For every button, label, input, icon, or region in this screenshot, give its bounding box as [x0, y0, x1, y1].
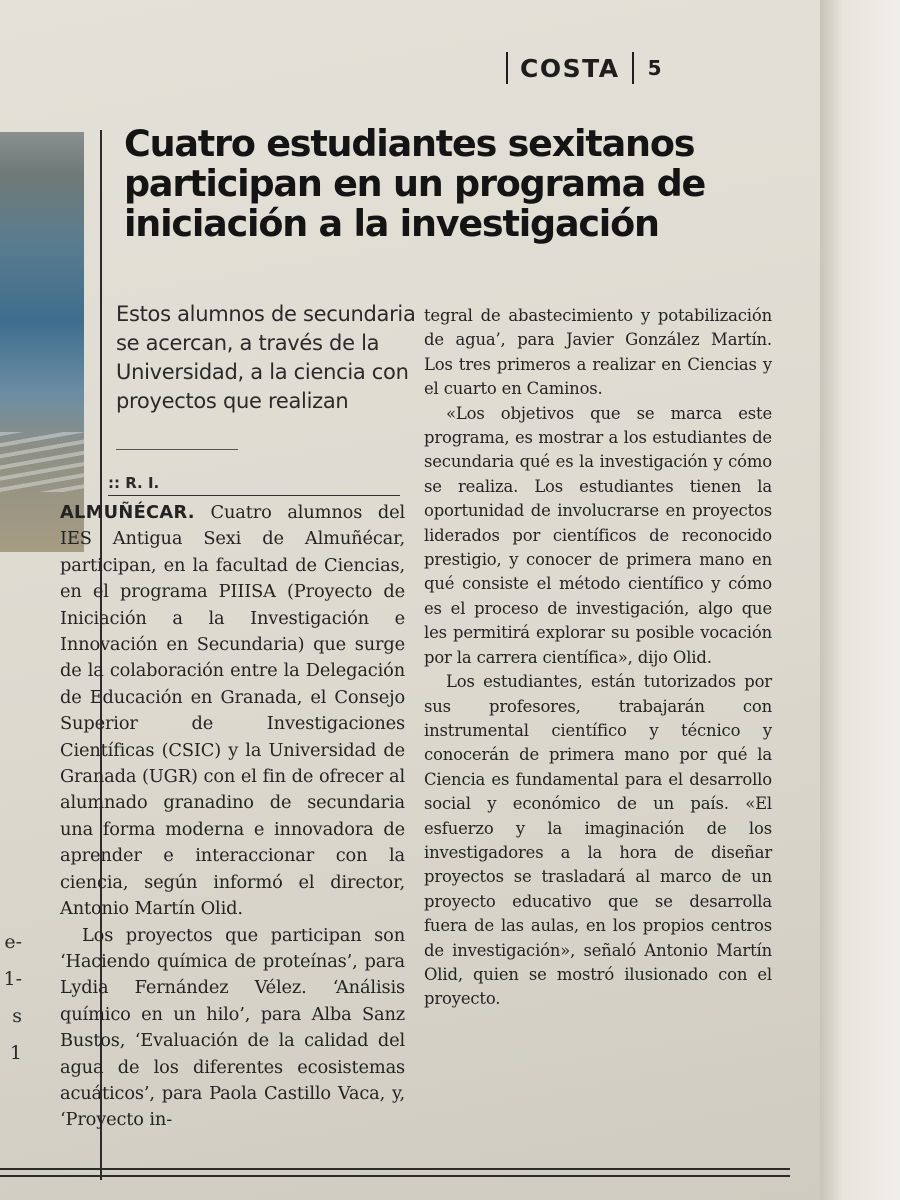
section-name: COSTA [520, 53, 620, 83]
dateline: ALMUÑÉCAR. [60, 502, 195, 523]
section-bar [506, 52, 508, 84]
body-column-right [424, 304, 772, 1012]
subheadline-rule [116, 449, 238, 450]
page-number: 5 [647, 56, 662, 80]
section-header [506, 48, 662, 88]
fragment-line: 1- [3, 968, 22, 990]
fragment-line: 1 [9, 1042, 22, 1064]
subheadline: Estos alumnos de secundaria se acercan, a través de la Universidad, a la ciencia con proyectos que realizan [116, 302, 416, 413]
adjacent-column-fragment [0, 924, 22, 1072]
byline-rule [108, 495, 400, 496]
headline: Cuatro estudiantes sexitanos participan en un programa de iniciación a la investigación [124, 122, 706, 245]
bottom-rule [0, 1175, 790, 1177]
body-paragraph: tegral de abastecimiento y potabilización de agua’, para Javier González Martín. Los tres primeros a realizar en Ciencias y el cuarto en Caminos. [424, 306, 772, 399]
fragment-line: e- [4, 931, 22, 953]
body-paragraph: Los proyectos que participan son ‘Haciendo química de proteínas’, para Lydia Fernández Vélez. ‘Análisis químico en un hilo’, para Alba Sanz Bustos, ‘Evaluación de la calidad del agua de los diferentes ecosistemas acuáticos’, para Paola Castillo Vaca, y, ‘Proyecto in- [60, 924, 405, 1131]
adjacent-photo [0, 132, 84, 552]
body-column-left [60, 500, 405, 1134]
section-bar [632, 52, 634, 84]
underlying-page [812, 0, 900, 1200]
fragment-line: s [12, 1005, 22, 1027]
bottom-rule [0, 1168, 790, 1170]
byline: :: R. I. [108, 474, 160, 492]
body-paragraph: Los estudiantes, están tutorizados por sus profesores, trabajarán con instrumental científico y técnico y conocerán de primera mano por qué la Ciencia es fundamental para el desarrollo social y económico de un país. «El esfuerzo y la imaginación de los investigadores a la hora de diseñar proyectos se trasladará al marco de un proyecto educativo que se desarrolla fuera de las aulas, en los propios centros de investigación», señaló Antonio Martín Olid, quien se mostró ilusionado con el proyecto. [424, 672, 772, 1009]
body-paragraph: «Los objetivos que se marca este programa, es mostrar a los estudiantes de secundaria qué es la investigación y cómo se realiza. Los estudiantes tienen la oportunidad de involucrarse en proyectos liderados por científicos de reconocido prestigio, y conocer de primera mano en qué consiste el método científico y cómo es el proceso de investigación, algo que les permitirá explorar su posible vocación por la carrera científica», dijo Olid. [424, 403, 772, 667]
body-paragraph [60, 500, 405, 923]
body-text: Cuatro alumnos del IES Antigua Sexi de Almuñécar, participan, en la facultad de Ciencias, en el programa PIIISA (Proyecto de Iniciación a la Investigación e Innovación en Secundaria) que surge de la colaboración entre la Delegación de Educación en Granada, el Consejo Superior de Investigaciones Científicas (CSIC) y la Universidad de Granada (UGR) con el fin de ofrecer al alumnado granadino de secundaria una forma moderna e innovadora de aprender e interaccionar con la ciencia, según informó el director, Antonio Martín Olid. [60, 502, 405, 920]
